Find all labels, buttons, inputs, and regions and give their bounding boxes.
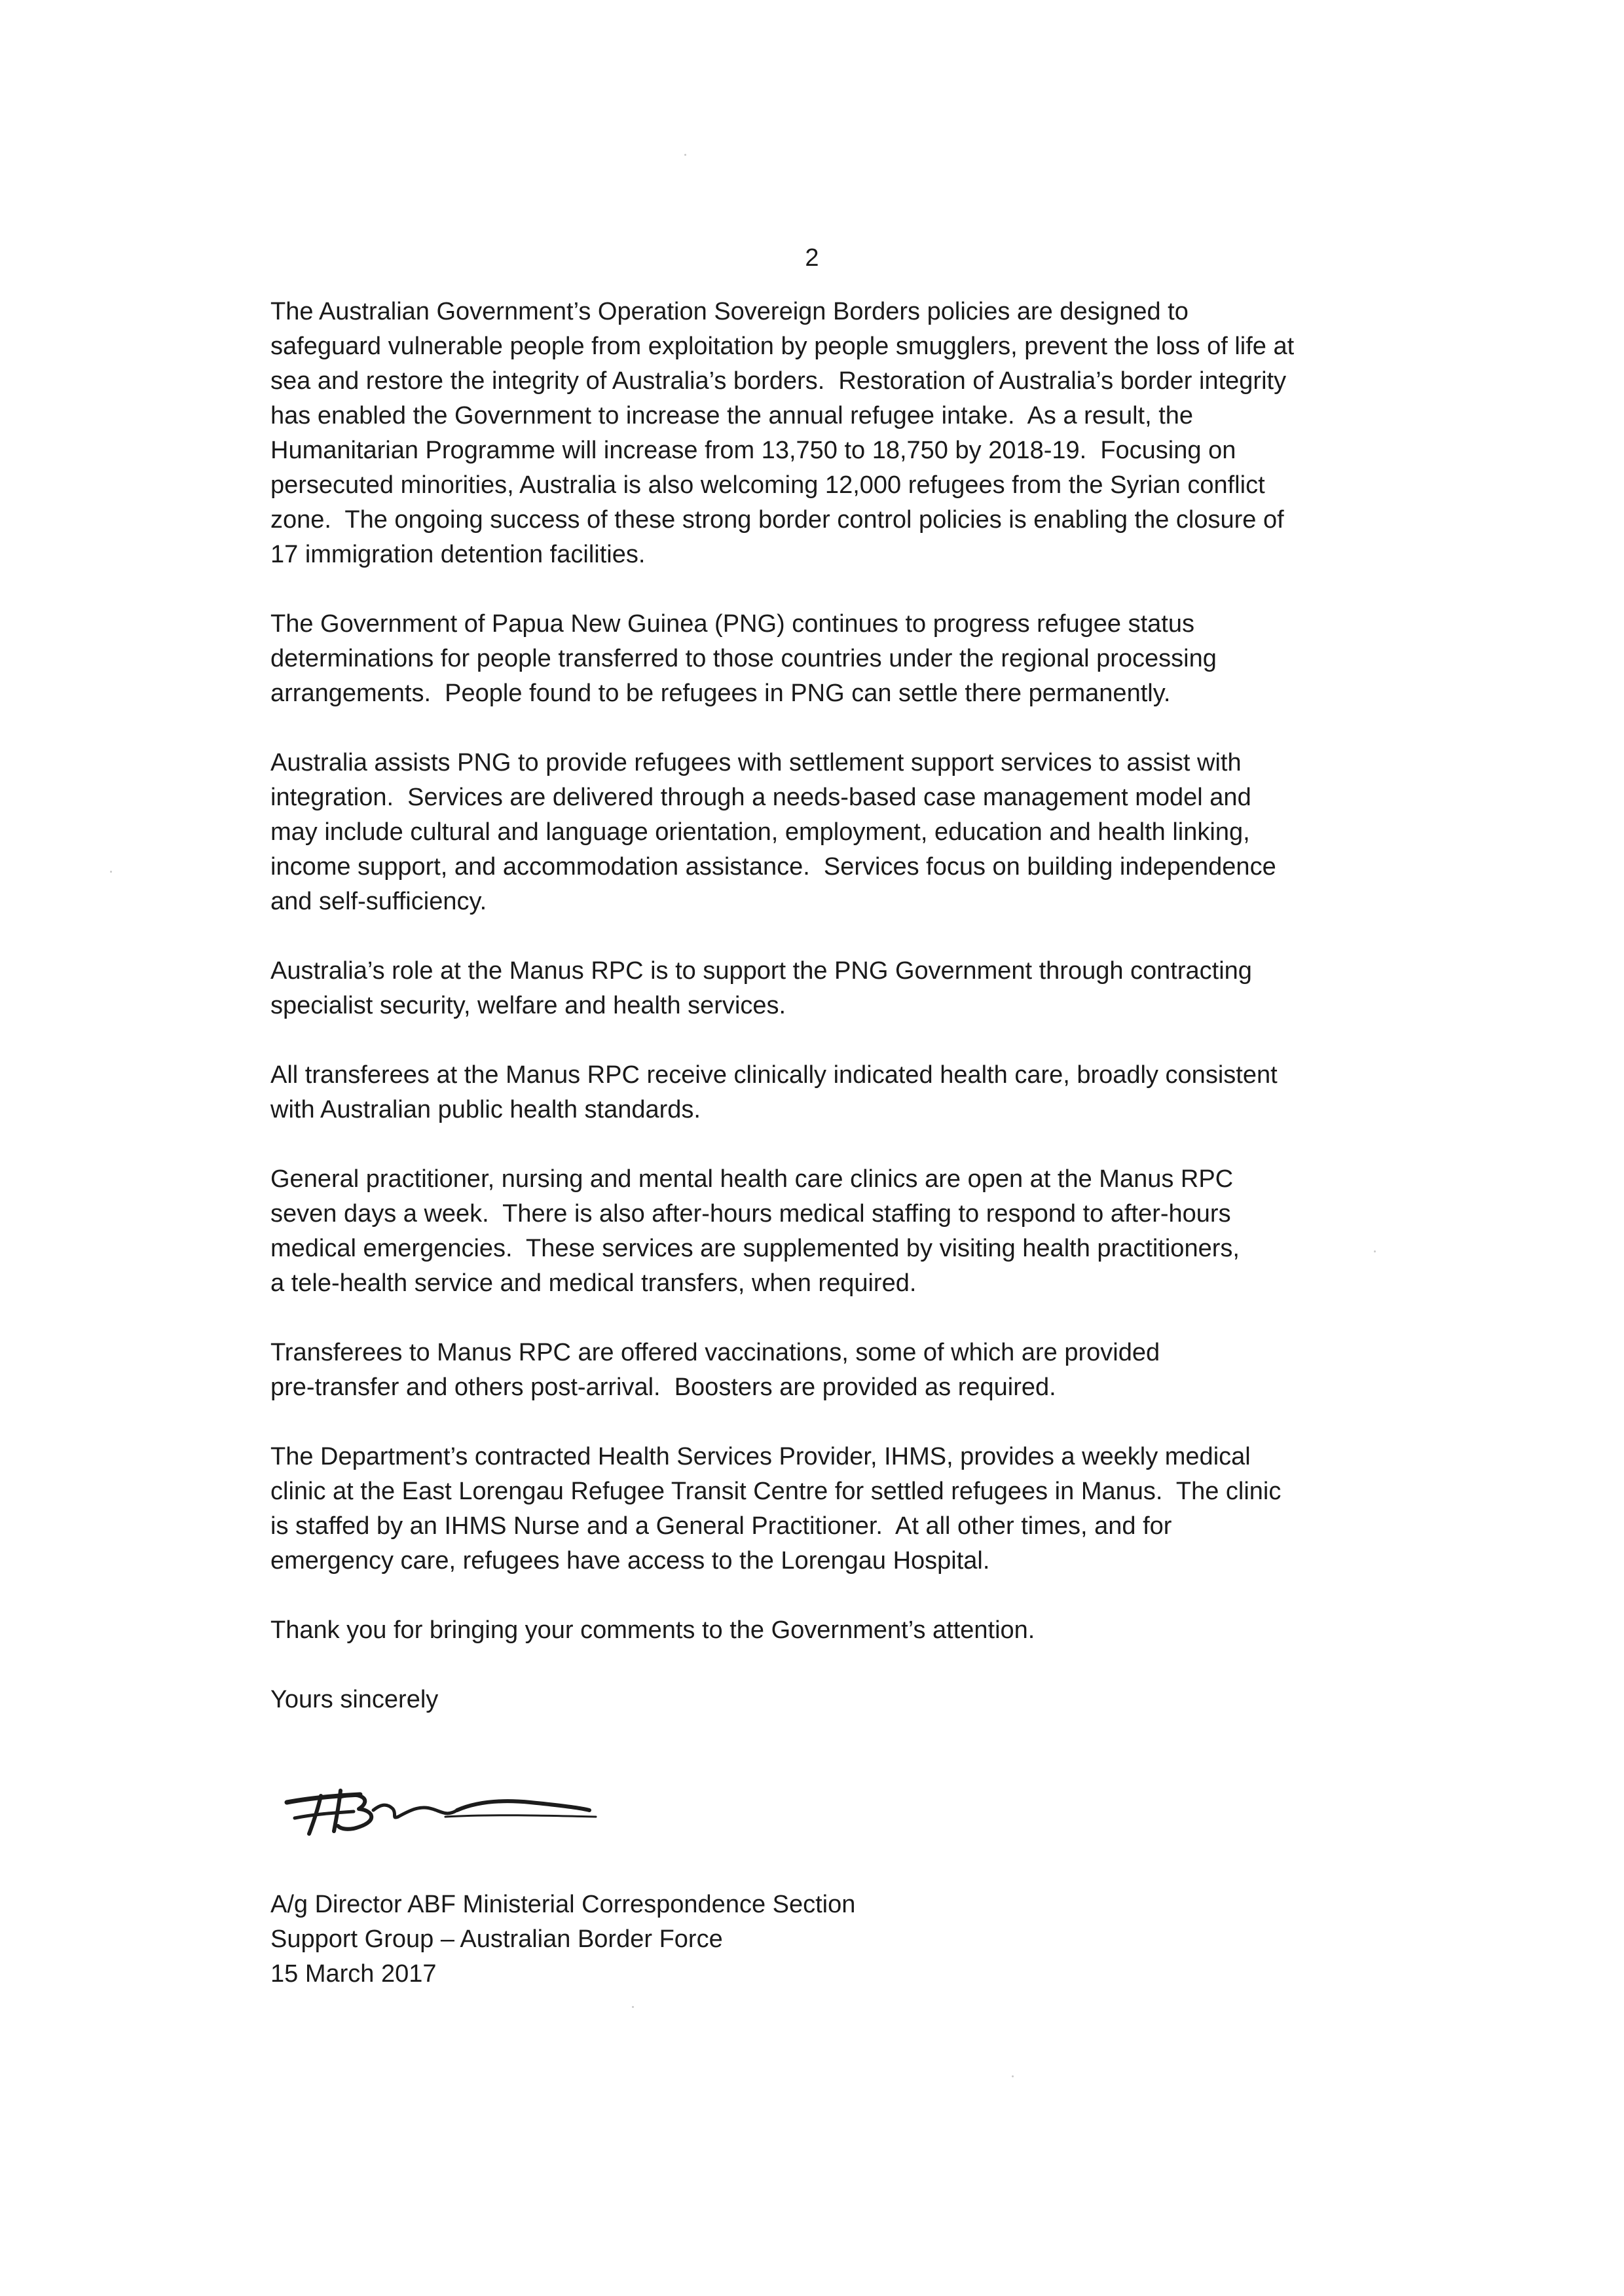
text-line: General practitioner, nursing and mental health care clinics are open at the Manus RPC bbox=[270, 1165, 1234, 1193]
text-line: pre-transfer and others post-arrival. Boosters are provided as required. bbox=[270, 1374, 1056, 1401]
text-line: The Australian Government’s Operation Sovereign Borders policies are designed to bbox=[270, 298, 1189, 325]
text-line: Thank you for bringing your comments to the Government’s attention. bbox=[270, 1616, 1035, 1644]
closing-salutation: Yours sincerely bbox=[270, 1686, 439, 1713]
text-line: may include cultural and language orientation, employment, education and health linking, bbox=[270, 818, 1250, 846]
scan-speck bbox=[110, 871, 112, 873]
text-line: medical emergencies. These services are supplemented by visiting health practitioners, bbox=[270, 1235, 1240, 1262]
text-line: has enabled the Government to increase the annual refugee intake. As a result, the bbox=[270, 402, 1194, 429]
signature-block bbox=[270, 1887, 855, 1992]
scan-speck bbox=[1012, 2075, 1014, 2077]
text-line: is staffed by an IHMS Nurse and a General Practitioner. At all other times, and for bbox=[270, 1512, 1172, 1540]
text-line: integration. Services are delivered through a needs-based case management model and bbox=[270, 784, 1251, 811]
text-line: Australia’s role at the Manus RPC is to support the PNG Government through contracting bbox=[270, 957, 1252, 985]
text-line: The Department’s contracted Health Services Provider, IHMS, provides a weekly medical bbox=[270, 1443, 1251, 1470]
text-line: Transferees to Manus RPC are offered vaccinations, some of which are provided bbox=[270, 1339, 1160, 1366]
text-line: safeguard vulnerable people from exploitation by people smugglers, prevent the loss of life at bbox=[270, 333, 1295, 360]
handwritten-signature bbox=[282, 1771, 609, 1843]
signatory-title: A/g Director ABF Ministerial Correspondence Section bbox=[270, 1891, 856, 1918]
text-line: with Australian public health standards. bbox=[270, 1096, 701, 1123]
text-line: income support, and accommodation assistance. Services focus on building independence bbox=[270, 853, 1276, 881]
text-line: arrangements. People found to be refugees in PNG can settle there permanently. bbox=[270, 680, 1171, 707]
page-number: 2 bbox=[805, 244, 819, 272]
paragraph-operation-sovereign-borders bbox=[270, 295, 1384, 572]
text-line: specialist security, welfare and health services. bbox=[270, 992, 786, 1019]
paragraph-clinics bbox=[270, 1162, 1384, 1301]
text-line: and self-sufficiency. bbox=[270, 888, 487, 915]
paragraph-australia-role bbox=[270, 954, 1384, 1023]
text-line: 17 immigration detention facilities. bbox=[270, 541, 646, 568]
paragraph-vaccinations bbox=[270, 1336, 1384, 1405]
text-line: Australia assists PNG to provide refugees with settlement support services to assist with bbox=[270, 749, 1242, 776]
letter-body bbox=[270, 295, 1384, 1752]
paragraph-png-refugee-status bbox=[270, 607, 1384, 711]
text-line: All transferees at the Manus RPC receive clinically indicated health care, broadly consistent bbox=[270, 1061, 1278, 1089]
scan-speck bbox=[1374, 1250, 1376, 1252]
scan-speck bbox=[684, 154, 686, 156]
signatory-organisation: Support Group – Australian Border Force bbox=[270, 1925, 723, 1953]
text-line: sea and restore the integrity of Australia’s borders. Restoration of Australia’s border integrity bbox=[270, 367, 1287, 395]
text-line: determinations for people transferred to those countries under the regional processing bbox=[270, 645, 1217, 672]
text-line: clinic at the East Lorengau Refugee Transit Centre for settled refugees in Manus. The clinic bbox=[270, 1478, 1282, 1505]
text-line: The Government of Papua New Guinea (PNG) continues to progress refugee status bbox=[270, 610, 1194, 638]
text-line: Humanitarian Programme will increase from 13,750 to 18,750 by 2018-19. Focusing on bbox=[270, 437, 1236, 464]
paragraph-settlement-support bbox=[270, 746, 1384, 919]
text-line: persecuted minorities, Australia is also welcoming 12,000 refugees from the Syrian conflict bbox=[270, 471, 1265, 499]
paragraph-ihms-clinic bbox=[270, 1440, 1384, 1578]
letter-date: 15 March 2017 bbox=[270, 1960, 437, 1988]
text-line: zone. The ongoing success of these strong border control policies is enabling the closure of bbox=[270, 506, 1284, 534]
text-line: a tele-health service and medical transfers, when required. bbox=[270, 1269, 917, 1297]
paragraph-thank-you bbox=[270, 1613, 1384, 1648]
scan-speck bbox=[632, 2006, 634, 2008]
text-line: seven days a week. There is also after-hours medical staffing to respond to after-hours bbox=[270, 1200, 1231, 1228]
paragraph-health-care bbox=[270, 1058, 1384, 1127]
text-line: emergency care, refugees have access to the Lorengau Hospital. bbox=[270, 1547, 990, 1575]
